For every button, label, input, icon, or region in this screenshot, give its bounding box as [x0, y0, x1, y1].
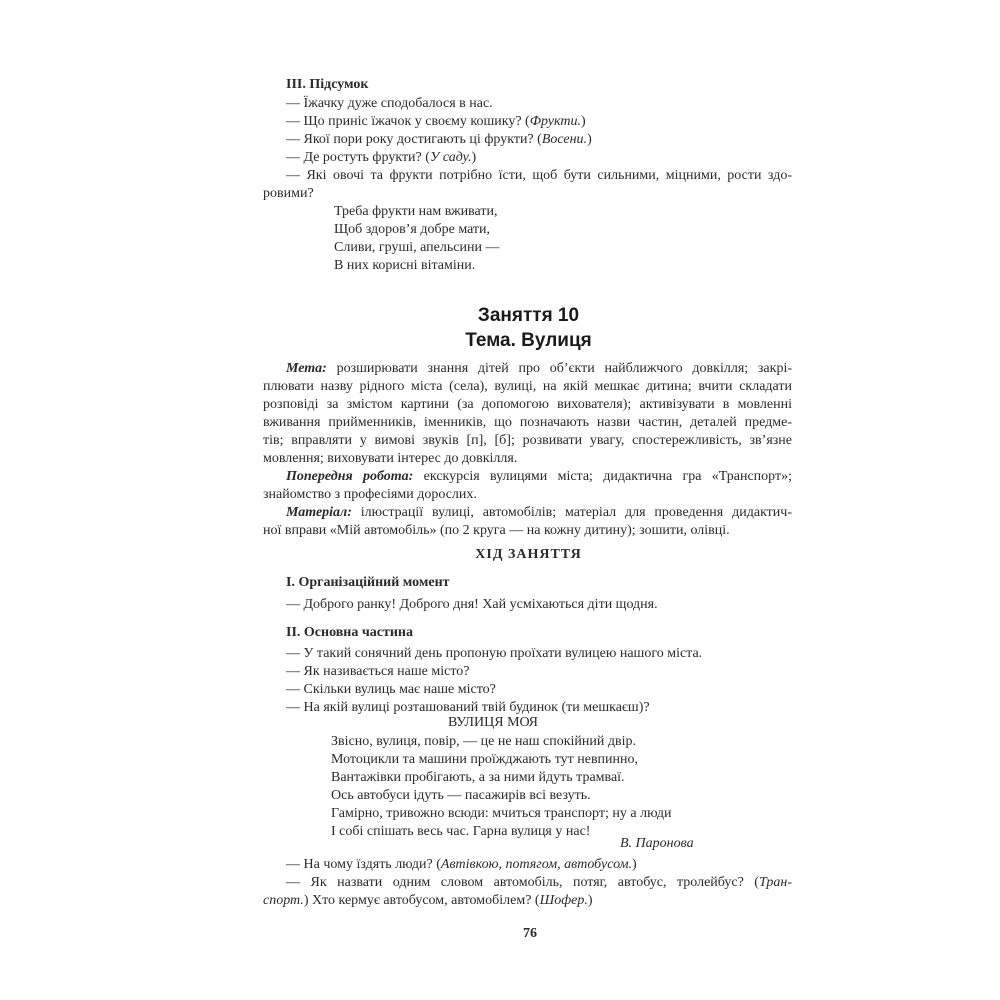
summary-line: — Їжачку дуже сподобалося в нас. — [286, 96, 493, 111]
main-question-end: спорт.) Хто кермує автобусом, автомобілем? (Шофер.) — [263, 893, 593, 908]
summary-line: — Де ростуть фрукти? (У саду.) — [286, 150, 477, 165]
main-heading: ІІ. Основна частина — [286, 625, 413, 640]
poem-line: Щоб здоров’я добре мати, — [334, 222, 491, 237]
poem-line: Гамірно, тривожно всюди: мчиться транспорт; ну а люди — [331, 806, 672, 821]
summary-heading: ІІІ. Підсумок — [286, 77, 369, 92]
poem-line: І собі спішать весь час. Гарна вулиця у нас! — [331, 824, 591, 839]
poem-line: Треба фрукти нам вживати, — [334, 204, 498, 219]
summary-question-end: ровими? — [263, 186, 314, 201]
goal-line: мовлення; виховувати інтерес до довкілля. — [263, 451, 518, 466]
summary-line: — Якої пори року достигають ці фрукти? (Восени.) — [286, 132, 592, 147]
goal-line: тів; вправляти у вимові звуків [п], [б]; розвивати увагу, спостережливість, зв’язне — [263, 433, 792, 448]
poem-line: Звісно, вулиця, повір, — це не наш спокійний двір. — [331, 734, 637, 749]
material-line: ної вправи «Мій автомобіль» (по 2 круга — на кожну дитину); зошити, олівці. — [263, 523, 730, 538]
main-line: — У такий сонячний день пропоную проїхати вулицею нашого міста. — [286, 646, 703, 661]
summary-question: — Які овочі та фрукти потрібно їсти, щоб бути сильними, міцними, рости здо- — [286, 168, 792, 183]
goal-line: вживання прийменників, іменників, що позначають назви частин, деталей предме- — [263, 415, 792, 430]
poem-line: Ось автобуси ідуть — пасажирів всі везуть. — [331, 788, 591, 803]
lesson-number: Заняття 10 — [477, 305, 580, 326]
main-line: — Як називається наше місто? — [286, 664, 470, 679]
goal-line: плювати назву рідного міста (села), вулиці, на якій мешкає дитина; вчити складати — [263, 379, 792, 394]
main-question: — На чому їздять люди? (Автівкою, потягом, автобусом.) — [286, 857, 637, 872]
course-heading: ХІД ЗАНЯТТЯ — [475, 547, 582, 562]
poem-line: Сливи, груші, апельсини — — [334, 240, 500, 255]
main-line: — Скільки вулиць має наше місто? — [286, 682, 496, 697]
poem-author: В. Паронова — [620, 836, 694, 851]
poem-line: Вантажівки пробігають, а за ними йдуть трамваї. — [331, 770, 625, 785]
poem-title: ВУЛИЦЯ МОЯ — [448, 715, 538, 730]
main-line: — На якій вулиці розташований твій будинок (ти мешкаєш)? — [286, 700, 650, 715]
preparation-line: знайомство з професіями дорослих. — [263, 487, 477, 502]
main-question: — Як назвати одним словом автомобіль, потяг, автобус, тролейбус? (Тран- — [286, 875, 792, 890]
preparation-first-line: Попередня робота: екскурсія вулицями міста; дидактична гра «Транспорт»; — [286, 469, 792, 484]
goal-first-line: Мета: розширювати знання дітей про об’єкти найближчого довкілля; закрі- — [286, 361, 792, 376]
poem-line: В них корисні вітаміни. — [334, 258, 476, 273]
summary-line: — Що приніс їжачок у своєму кошику? (Фрукти.) — [286, 114, 586, 129]
org-line: — Доброго ранку! Доброго дня! Хай усміхаються діти щодня. — [286, 597, 658, 612]
page-number: 76 — [523, 926, 537, 941]
lesson-topic: Тема. Вулиця — [465, 330, 592, 351]
goal-line: розповіді за змістом картини (за допомогою вихователя); активізувати в мовленні — [263, 397, 792, 412]
material-first-line: Матеріал: ілюстрації вулиці, автомобілів; матеріал для проведення дидактич- — [286, 505, 792, 520]
poem-line: Мотоцикли та машини проїжджають тут невпинно, — [331, 752, 639, 767]
org-heading: І. Організаційний момент — [286, 575, 450, 590]
